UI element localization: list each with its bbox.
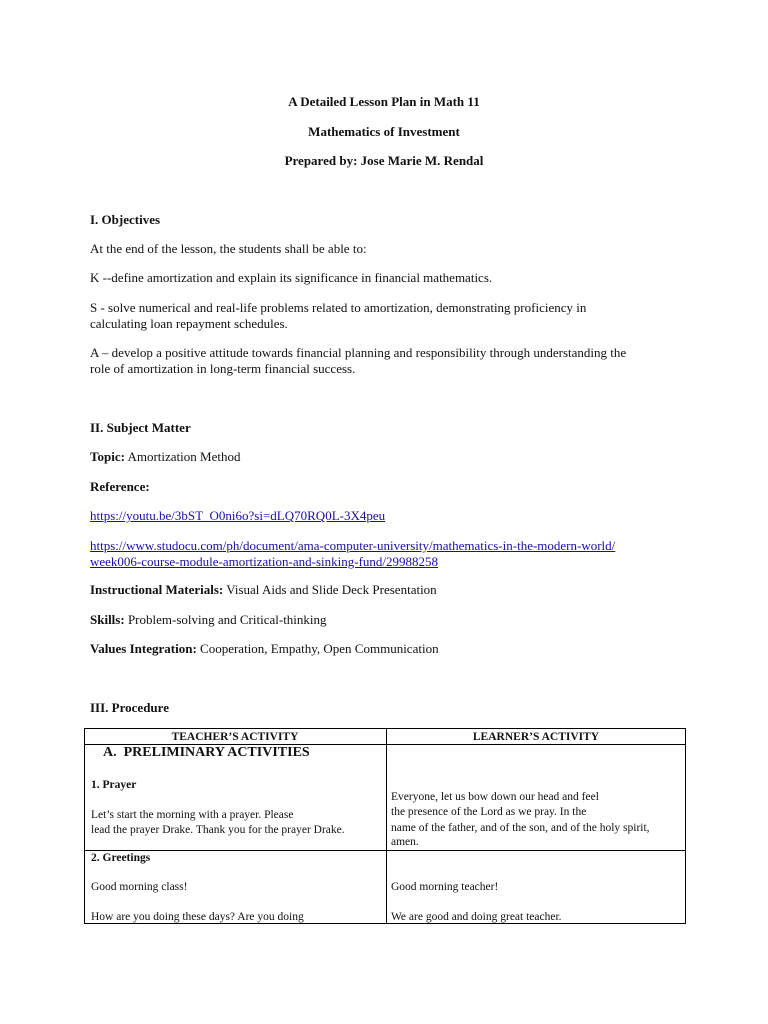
- greet-teacher-line1: Good morning class!: [91, 881, 188, 893]
- reference-link-studocu-line2[interactable]: week006-course-module-amortization-and-sinking-fund/29988258: [90, 554, 439, 569]
- learner-activity-header: LEARNER’S ACTIVITY: [472, 731, 600, 743]
- prayer-learner-line1: Everyone, let us bow down our head and feel: [391, 791, 599, 803]
- table-column-divider: [386, 729, 387, 923]
- values-label: Values Integration:: [90, 641, 197, 656]
- prayer-label: 1. Prayer: [91, 779, 137, 791]
- materials-value: Visual Aids and Slide Deck Presentation: [223, 582, 437, 597]
- prayer-teacher-line2: lead the prayer Drake. Thank you for the prayer Drake.: [91, 824, 345, 836]
- objective-attitude-line2: role of amortization in long-term financial success.: [90, 361, 356, 376]
- prayer-learner-line3: name of the father, and of the son, and of the holy spirit,: [391, 822, 650, 834]
- reference-link-studocu-line1[interactable]: https://www.studocu.com/ph/document/ama-computer-university/mathematics-in-the-modern-world/: [90, 538, 616, 553]
- objective-skill-line2: calculating loan repayment schedules.: [90, 316, 288, 331]
- greet-teacher-line2: How are you doing these days? Are you doing: [91, 911, 304, 923]
- greetings-label: 2. Greetings: [91, 852, 151, 864]
- skills-value: Problem-solving and Critical-thinking: [124, 612, 327, 627]
- values-line: [90, 641, 439, 656]
- prayer-teacher-line1: Let’s start the morning with a prayer. Please: [91, 809, 294, 821]
- procedure-table: [84, 728, 686, 924]
- objectives-intro: At the end of the lesson, the students shall be able to:: [90, 241, 367, 256]
- reference-label: Reference:: [90, 479, 150, 494]
- document-subtitle: Mathematics of Investment: [308, 124, 460, 139]
- reference-link-youtube[interactable]: https://youtu.be/3bST_O0ni6o?si=dLQ70RQ0L-3X4peu: [90, 508, 386, 523]
- topic-label: Topic:: [90, 449, 125, 464]
- topic-line: [90, 449, 240, 464]
- objective-knowledge: K --define amortization and explain its significance in financial mathematics.: [90, 270, 493, 285]
- topic-value: Amortization Method: [124, 449, 241, 464]
- objective-skill-line1: S - solve numerical and real-life problems related to amortization, demonstrating proficiency in: [90, 300, 587, 315]
- skills-line: [90, 612, 327, 627]
- objectives-heading: I. Objectives: [90, 212, 161, 227]
- objective-attitude-line1: A – develop a positive attitude towards financial planning and responsibility through understanding the: [90, 345, 627, 360]
- prayer-learner-line2: the presence of the Lord as we pray. In the: [391, 806, 587, 818]
- table-row-divider: [85, 850, 685, 851]
- subject-matter-heading: II. Subject Matter: [90, 420, 191, 435]
- teacher-activity-header: TEACHER’S ACTIVITY: [171, 731, 299, 743]
- greet-learner-line1: Good morning teacher!: [391, 881, 499, 893]
- document-title: A Detailed Lesson Plan in Math 11: [288, 94, 480, 109]
- prayer-learner-line4: amen.: [391, 836, 419, 848]
- materials-label: Instructional Materials:: [90, 582, 224, 597]
- prepared-by: Prepared by: Jose Marie M. Rendal: [284, 153, 484, 168]
- greet-learner-line2: We are good and doing great teacher.: [391, 911, 562, 923]
- materials-line: [90, 582, 437, 597]
- preliminary-activities-heading: A. PRELIMINARY ACTIVITIES: [103, 745, 310, 760]
- skills-label: Skills:: [90, 612, 125, 627]
- values-value: Cooperation, Empathy, Open Communication: [196, 641, 439, 656]
- procedure-heading: III. Procedure: [90, 700, 169, 715]
